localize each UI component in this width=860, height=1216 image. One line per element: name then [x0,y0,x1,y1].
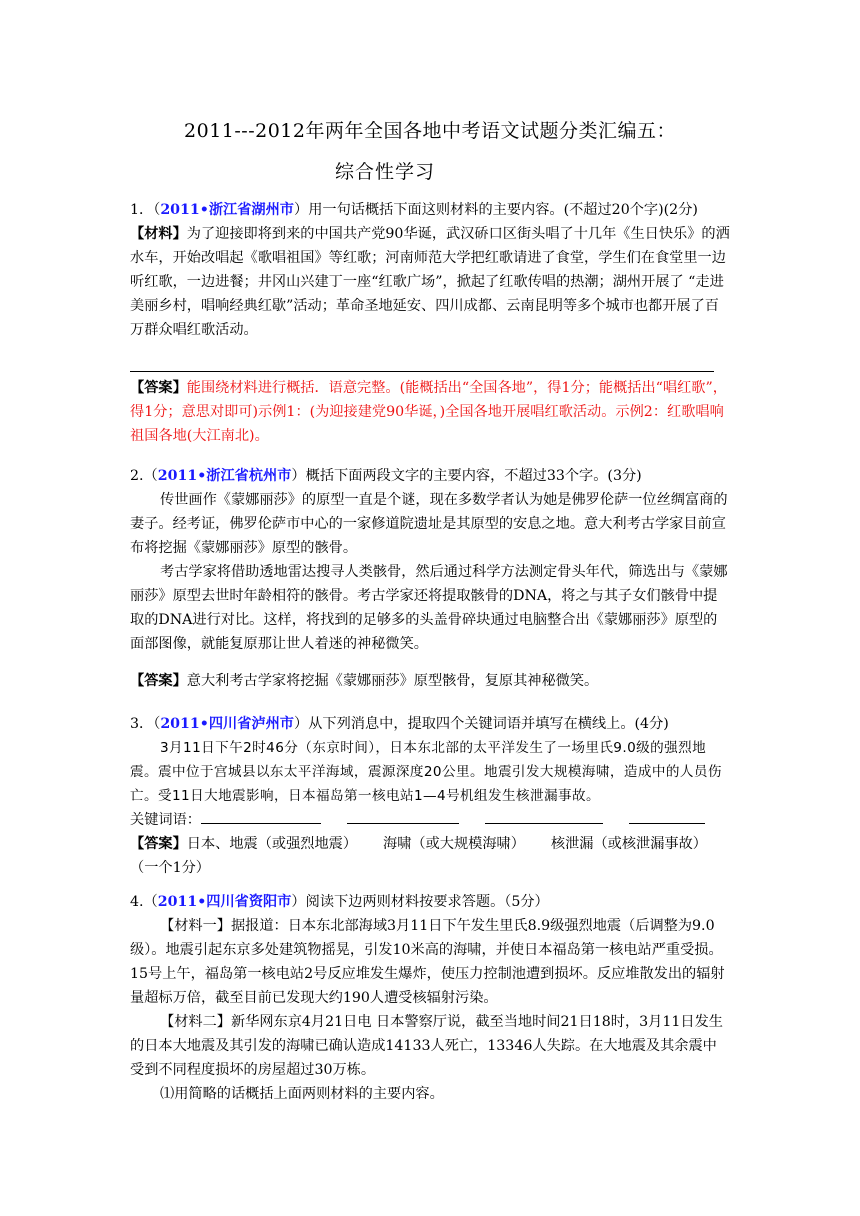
blank-line[interactable] [629,809,705,824]
question-source: 2011•浙江省杭州市 [157,468,292,484]
question-1-material: 【材料】为了迎接即将到来的中国共产党90华诞，武汉硚口区街头唱了十几年《生日快乐》的洒水车，开始改唱起《歌唱祖国》等红歌；河南师范大学把红歌请进了食堂，学生们在食堂里一边听红歌，一边进餐；井冈山兴建丁一座“红歌广场”，掀起了红歌传唱的热潮；湖州开展了 “走进美丽乡村，唱响经典红歇”活动；革命圣地延安、四川成都、云南昆明等多个城市也都开展了百万群众唱红歌活动。 [130,226,730,338]
blank-line[interactable] [485,809,603,824]
question-1-answer: 【答案】能围绕材料进行概括．语意完整。(能概括出“全国各地”，得1分；能概括出“唱红歌”，得1分；意思对即可)示例1：(为迎接建党90华诞，)全国各地开展唱红歌活动。示例2：红歌唱响祖国各地(大江南北)。 [130,380,727,444]
question-3-answer: 【答案】日本、地震（或强烈地震） 海啸（或大规模海啸） 核泄漏（或核泄漏事故） [130,836,707,852]
question-2-answer: 【答案】意大利考古学家将挖掘《蒙娜丽莎》原型骸骨，复原其神秘微笑。 [130,673,599,689]
question-source: 2011•四川省泸州市 [160,716,294,732]
question-1 [130,198,730,342]
question-2 [130,464,730,656]
document-title: 2011---2012年两年全国各地中考语文试题分类汇编五： [184,120,676,142]
answer-text: 意大利考古学家将挖掘《蒙娜丽莎》原型骸骨，复原其神秘微笑。 [186,673,599,689]
blank-line[interactable] [201,809,321,824]
answer-rule [130,371,714,372]
question-1-prompt: 1．（2011•浙江省湖州市）用一句话概括下面这则材料的主要内容。(不超过20个字)(2分) [130,202,698,218]
question-4-material-2: 【材料二】新华网东京4月21日电 日本警察厅说，截至当地时间21日18时，3月11日发生的日本大地震及其引发的海啸已确认造成14133人死亡，13346人失踪。在大地震及其余震中受到不同程度损坏的房屋超过30万栋。 [130,1014,723,1078]
question-2-prompt: 2.（2011•浙江省杭州市）概括下面两段文字的主要内容，不超过33个字。(3分) [130,468,642,484]
question-2-paragraph: 考古学家将借助透地雷达搜寻人类骸骨，然后通过科学方法测定骨头年代，筛选出与《蒙娜丽莎》原型去世时年龄相符的骸骨。考古学家还将提取骸骨的DNA，将之与其子女们骸骨中提取的DNA进行对比。这样，将找到的足够多的头盖骨碎块通过电脑整合出《蒙娜丽莎》原型的面部图像，就能复原那让世人着迷的神秘微笑。 [130,564,728,652]
question-4 [130,890,730,1106]
question-4-subquestion: ⑴用简略的话概括上面两则材料的主要内容。 [160,1086,444,1102]
question-3-news: 3月11日下午2时46分（东京时间），日本东北部的太平洋发生了一场里氏9.0级的强烈地震。震中位于宫城县以东太平洋海域，震源深度20公里。地震引发大规模海啸，造成中的人员伤亡。受11日大地震影响，日本福岛第一核电站1—4号机组发生核泄漏事故。 [130,740,722,804]
answer-text: 能围绕材料进行概括．语意完整。(能概括出“全国各地”，得1分；能概括出“唱红歌”，得1分；意思对即可)示例1：(为迎接建党90华诞，)全国各地开展唱红歌活动。示例2：红歌唱响祖国各地(大江南北)。 [130,380,727,444]
keyword-blanks: 关键词语： [130,808,730,832]
document-subtitle: 综合性学习 [335,161,436,183]
question-2-paragraph: 传世画作《蒙娜丽莎》的原型一直是个谜，现在多数学者认为她是佛罗伦萨一位丝绸富商的妻子。经考证，佛罗伦萨市中心的一家修道院遗址是其原型的安息之地。意大利考古学家目前宣布将挖掘《蒙娜丽莎》原型的骸骨。 [130,492,728,556]
question-3 [130,712,730,880]
question-3-score: （一个1分） [130,860,210,876]
question-source: 2011•浙江省湖州市 [160,202,294,218]
question-4-material-1: 【材料一】据报道：日本东北部海域3月11日下午发生里氏8.9级强烈地震（后调整为9.0级）。地震引起东京多处建筑物摇晃，引发10米高的海啸，并使日本福岛第一核电站严重受损。15号上午，福岛第一核电站2号反应堆发生爆炸，使压力控制池遭到损坏。反应堆散发出的辐射量超标万倍，截至目前已发现大约190人遭受核辐射污染。 [130,918,725,1006]
question-source: 2011•四川省资阳市 [157,894,292,910]
question-3-prompt: 3．（2011•四川省泸州市）从下列消息中，提取四个关键词语并填写在横线上。(4分) [130,716,669,732]
question-4-prompt: 4.（2011•四川省资阳市）阅读下边两则材料按要求答题。（5分） [130,894,549,910]
blank-line[interactable] [347,809,459,824]
